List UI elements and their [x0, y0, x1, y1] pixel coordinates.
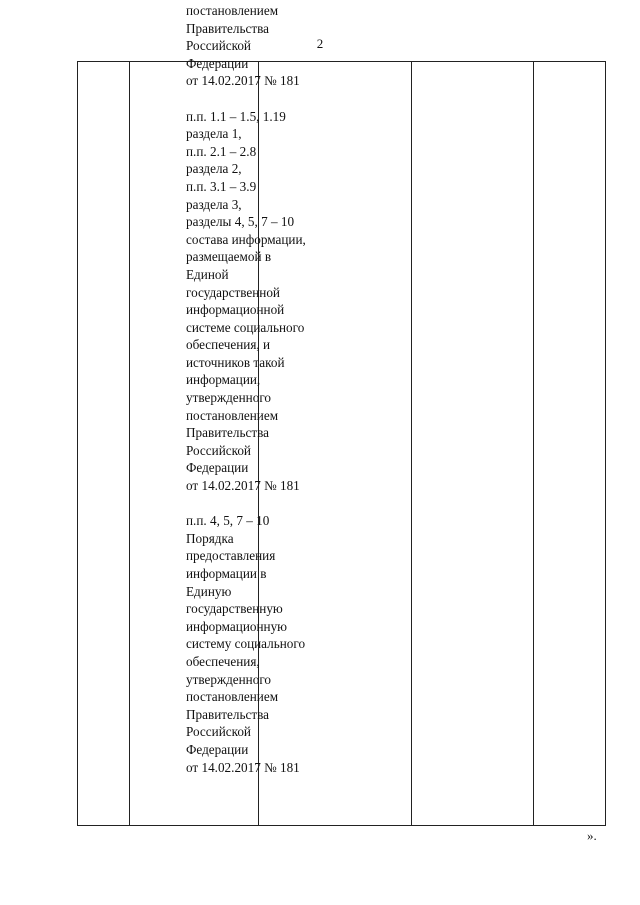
column-divider-1 — [129, 62, 130, 825]
closing-quote-mark: ». — [587, 828, 597, 843]
document-table — [77, 61, 606, 826]
column-divider-4 — [533, 62, 534, 825]
cell-paragraph-2: п.п. 1.1 – 1.5, 1.19 раздела 1, п.п. 2.1 – 2.8 раздела 2, п.п. 3.1 – 3.9 раздела 3, разделы 4, 5, 7 – 10 состава информации, размещаемой в Единой государственной информационной системе социального обеспечения, и источников такой информации, утвержденного постановлением Правительства Российской Федерации от 14.02.2017 № 181 — [186, 108, 306, 494]
cell-paragraph-3: п.п. 4, 5, 7 – 10 Порядка предоставления информации в Единую государственную информационную систему социального обеспечения, утвержденного постановлением Правительства Российской Федерации от 14.02.2017 № 181 — [186, 513, 306, 775]
column-divider-3 — [411, 62, 412, 825]
page-number: 2 — [316, 36, 324, 51]
legal-basis-cell — [186, 2, 331, 776]
cell-paragraph-1: постановлением Правительства Российской Федерации от 14.02.2017 № 181 — [186, 3, 300, 89]
